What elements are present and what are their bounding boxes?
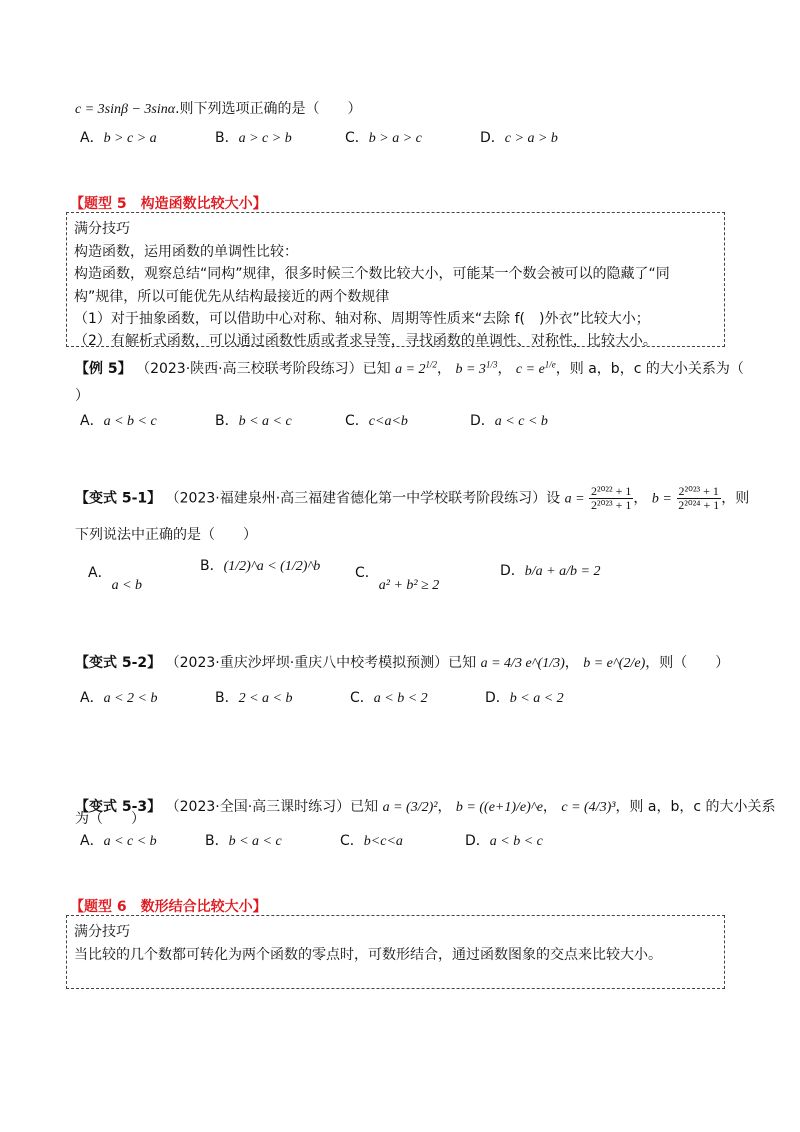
option-a[interactable] [80,830,157,850]
option-b[interactable] [215,127,292,147]
option-d[interactable] [500,560,600,580]
option-math: a < b < c [103,414,157,429]
option-label: D． [485,690,510,706]
denominator: 2²⁰²⁴ + 1 [678,498,720,512]
close-paren: ） [75,388,89,404]
option-label: A． [80,413,104,429]
option-label: A． [80,833,104,849]
expression: c = 3sinβ − 3sinα [75,102,176,117]
b-fraction [676,485,721,512]
option-c[interactable] [345,410,408,430]
option-math: a < c < b [494,414,548,429]
option-c[interactable] [345,127,422,147]
a-exp: 1/2 [425,359,438,370]
tip-line: 构”规律，所以可能优先从结构最接近的两个数规律 [74,289,390,305]
source: （2023·全国·高三课时练习）已知 [165,799,379,815]
option-label: C． [355,565,379,581]
option-c[interactable] [355,562,440,593]
option-math: b < a < c [238,414,292,429]
option-c[interactable] [340,830,403,850]
source: （2023·福建泉州·高三福建省德化第一中学校联考阶段练习）设 [165,490,561,507]
option-label: C． [345,413,369,429]
option-math: 2 < a < b [238,691,293,706]
option-label: D． [470,413,495,429]
c-def: c = e [515,362,545,377]
option-label: D． [480,130,505,146]
tail: ，则 a，b，c 的大小关系为（ [555,361,744,377]
a-fraction [589,485,633,512]
option-math: b < a < 2 [509,691,564,706]
tail: ，则 a，b，c 的大小关系 [615,799,776,815]
option-label: A． [80,130,104,146]
option-label: B． [215,690,239,706]
b-def: b = 3 [455,362,486,377]
b-expr: b = e^(2/e) [583,656,646,671]
option-d[interactable] [470,410,548,430]
a-def: a = 2 [395,362,426,377]
option-label: C． [340,833,364,849]
option-label: B． [205,833,229,849]
tip-line: 当比较的几个数都可转化为两个函数的零点时，可数形结合，通过函数图象的交点来比较大小。 [74,947,662,963]
option-a[interactable] [80,127,157,147]
denominator: 2²⁰²³ + 1 [591,498,632,512]
numerator: 2²⁰²² + 1 [591,484,632,498]
example-5-stem: 【例 5】 （2023·陕西·高三校联考阶段练习）已知 $a = 2^{1/2}$， $b = 3^{1/3}$， $c = e^{1/e}$，则 a，b，c 的大小关系为（ [75,359,744,377]
option-d[interactable] [480,127,558,147]
question-stem [75,98,362,118]
question-text: .则下列选项正确的是（ ） [175,101,362,117]
option-math: a² + b² ≥ 2 [378,578,440,593]
c-exp: 1/e [544,359,556,370]
section-heading-6: 【题型 6 数形结合比较大小】 [70,899,267,915]
option-math: b > c > a [103,131,157,146]
option-a[interactable] [88,562,143,593]
option-label: C． [350,690,374,706]
tail: ，则（ ） [645,655,730,671]
option-math: c > a > b [504,131,558,146]
option-d[interactable] [485,687,564,707]
option-math: b/a + a/b = 2 [524,564,601,579]
source: （2023·重庆沙坪坝·重庆八中校考模拟预测）已知 [165,655,477,671]
section-heading-5: 【题型 5 构造函数比较大小】 [70,196,267,212]
c-expr: c = (4/3)³ [561,800,616,815]
example-tag: 【例 5】 [75,361,132,377]
option-math: a > c > b [238,131,292,146]
option-label: D． [500,563,525,579]
option-d[interactable] [465,830,543,850]
option-label: B． [215,413,239,429]
option-math: b > a > c [368,131,422,146]
variant-5-1-line2: 下列说法中正确的是（ ） [75,527,257,543]
option-label: B． [215,130,239,146]
option-math: (1/2)^a < (1/2)^b [223,559,321,574]
option-c[interactable] [350,687,428,707]
tail: ，则 [721,490,750,507]
option-math: b<c<a [363,834,403,849]
tip-title: 满分技巧 [74,924,130,940]
tip-line: 构造函数，观察总结“同构”规律，很多时候三个数比较大小，可能某一个数会被可以的隐藏了“同 [74,266,670,282]
option-label: C． [345,130,369,146]
option-b[interactable] [205,830,282,850]
option-label: A． [80,690,104,706]
option-b[interactable] [200,555,320,575]
option-math: a < c < b [103,834,157,849]
variant-5-3-line2: 为（ ） [75,811,145,827]
tip-line: （2）有解析式函数，可以通过函数性质或者求导等，寻找函数的单调性、对称性，比较大小。 [74,333,657,349]
option-a[interactable] [80,410,157,430]
option-math: a < b [111,578,143,593]
option-b[interactable] [215,410,292,430]
tip-line: （1）对于抽象函数，可以借助中心对称、轴对称、周期等性质来“去除 f( )外衣”比较大小； [74,311,650,327]
tip-title: 满分技巧 [74,221,130,237]
option-math: b < a < c [228,834,282,849]
option-a[interactable] [80,687,157,707]
variant-5-1-stem: 【变式 5-1】 （2023·福建泉州·高三福建省德化第一中学校联考阶段练习）设 a = $\frac{\text{2²⁰²² + 1}}{\text{2²⁰²³ + 1}}$ ， b = $\frac{\text{2²⁰²³ + 1}}{\text{2²⁰²⁴ + 1}}$ ，则 [75,484,750,512]
variant-5-2-stem: 【变式 5-2】 （2023·重庆沙坪坝·重庆八中校考模拟预测）已知 a = 4/3 e^(1/3)， b = e^(2/e)，则（ ） [75,655,730,671]
option-b[interactable] [215,687,293,707]
a-expr: a = 4/3 e^(1/3) [480,656,565,671]
variant-tag: 【变式 5-2】 [75,655,162,671]
variant-5-3-stem: 【变式 5-3】 （2023·全国·高三课时练习）已知 a = (3/2)²， b = ((e+1)/e)^e， c = (4/3)³，则 a，b，c 的大小关系 [75,799,776,815]
b-expr: b = ((e+1)/e)^e [455,800,543,815]
variant-tag: 【变式 5-1】 [75,490,162,507]
option-math: a < 2 < b [103,691,158,706]
option-math: c<a<b [368,414,408,429]
variant-tag: 【变式 5-3】 [75,799,162,815]
option-label: D． [465,833,490,849]
option-label: B． [200,558,224,574]
a-expr: a = (3/2)² [382,800,438,815]
source: （2023·陕西·高三校联考阶段练习）已知 [136,361,391,377]
b-exp: 1/3 [485,359,498,370]
tip-line: 构造函数，运用函数的单调性比较： [74,244,298,260]
option-math: a < b < c [489,834,543,849]
option-math: a < b < 2 [373,691,428,706]
numerator: 2²⁰²³ + 1 [678,484,719,498]
option-label: A． [88,565,112,581]
